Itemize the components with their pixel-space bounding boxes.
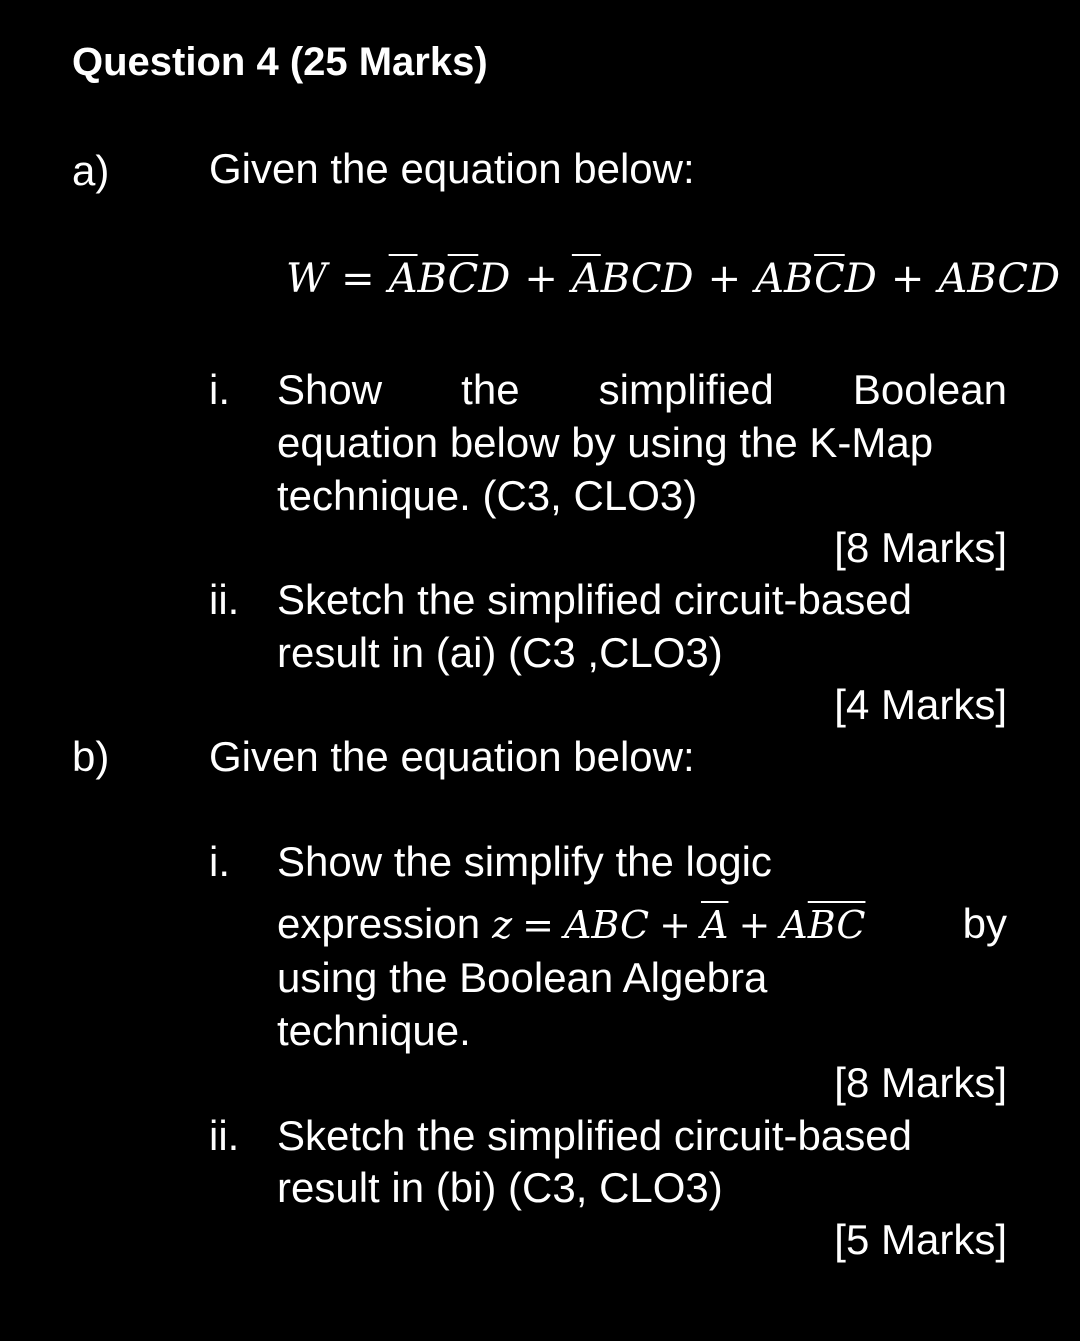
item-text-line: Sketch the simplified circuit-based [277,576,912,623]
expression-line [277,898,1007,951]
item-text-line: using the Boolean Algebra [277,954,768,1001]
item-text-line: equation below by using the K-Map [277,419,934,466]
equation-term-3: $AB\overline{C}D$ [755,256,877,302]
equation-term-2: $\overline{A}BCD$ [571,256,694,302]
equation-equals: = [341,256,375,302]
part-b-intro: Given the equation below: [209,733,695,780]
item-text-line: technique. (C3, CLO3) [277,472,698,519]
equation-lhs: W [286,256,328,302]
item-number: ii. [209,1112,240,1159]
marks-label: [8 Marks] [834,1059,1007,1106]
item-text-line: result in (ai) (C3 ,CLO3) [277,629,723,676]
item-text-fragment: by [962,900,1007,947]
item-number: i. [209,366,230,413]
equation-plus: + [524,256,558,302]
equation-plus: + [707,256,742,302]
item-text-line: Show the simplified Boolean [277,366,1007,413]
item-text-line: Sketch the simplified circuit-based [277,1112,912,1159]
part-b-label: b) [72,733,110,780]
item-text-line: technique. [277,1007,471,1054]
equation-term-1: $\overline{A}B\overline{C}D$ [388,256,511,302]
expression-z: z = ABC + $\overline{A} + A\overline{BC}$ [492,903,866,947]
part-a-label: a) [72,147,110,194]
item-number: i. [209,838,230,885]
item-text-line: result in (bi) (C3, CLO3) [277,1164,723,1211]
item-number: ii. [209,576,240,623]
item-text-line: Show the simplify the logic [277,838,772,885]
marks-label: [8 Marks] [834,524,1007,571]
part-a-intro: Given the equation below: [209,145,695,192]
marks-label: [5 Marks] [834,1216,1007,1263]
marks-label: [4 Marks] [834,681,1007,728]
equation-term-4: ABCD [938,256,1061,302]
item-text-fragment: expression [277,900,481,947]
equation-plus: + [890,256,925,302]
question-title: Question 4 (25 Marks) [72,40,488,84]
equation-w [286,256,1060,302]
